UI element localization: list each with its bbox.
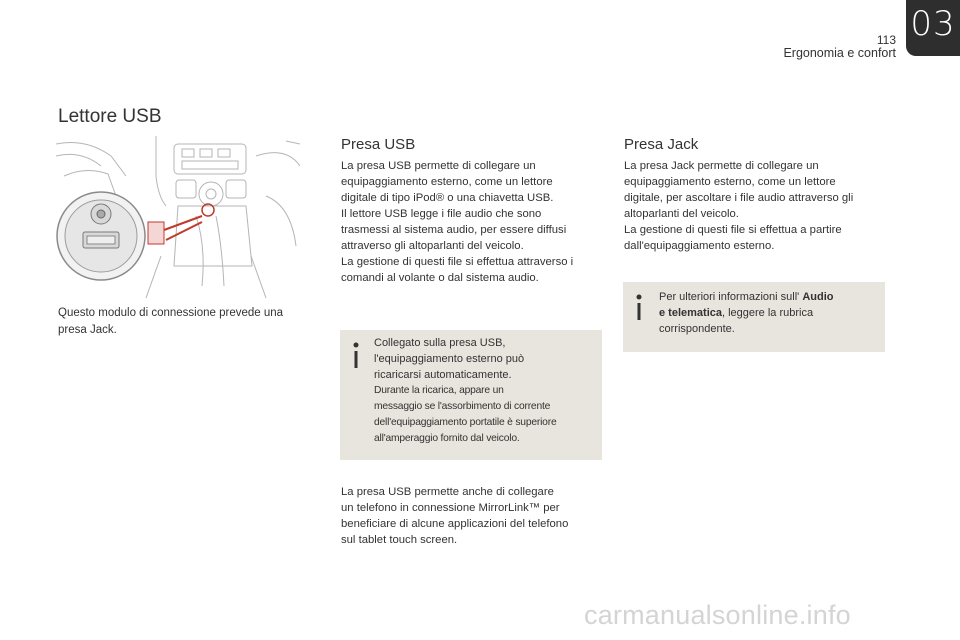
jack-line: altoparlanti del veicolo. (624, 208, 739, 220)
info-line: l'equipaggiamento esterno può (374, 353, 525, 365)
jack-line: La presa Jack permette di collegare un (624, 160, 819, 172)
usb-info-text (374, 335, 596, 447)
usb-info-box (340, 330, 602, 460)
usb-line: equipaggiamento esterno, come un lettore (341, 176, 553, 188)
usb-line: comandi al volante o dal sistema audio. (341, 272, 539, 284)
jack-info-box (623, 282, 885, 352)
usb-socket-illustration (56, 136, 300, 298)
usb-line: un telefono in connessione MirrorLink™ per (341, 502, 560, 514)
usb-line: La gestione di questi file si effettua attraverso i (341, 256, 574, 268)
jack-heading: Presa Jack (624, 136, 699, 153)
usb-paragraph (341, 158, 603, 286)
chapter-number: 03 (910, 4, 956, 44)
jack-line: digitale, per ascoltare i file audio attraverso gli (624, 192, 854, 204)
jack-paragraph (624, 158, 886, 254)
chapter-tab (906, 0, 960, 56)
section-title: Ergonomia e confort (783, 46, 896, 60)
info-suffix: , leggere la rubrica (721, 307, 814, 319)
info-icon (635, 294, 643, 320)
jack-info-text (659, 289, 879, 337)
usb-line: attraverso gli altoparlanti del veicolo. (341, 240, 524, 252)
info-line: Collegato sulla presa USB, (374, 337, 506, 349)
usb-paragraph-2 (341, 484, 603, 548)
info-prefix: Per ulteriori informazioni sull' (659, 291, 803, 303)
usb-line: La presa USB permette anche di collegare (341, 486, 554, 498)
jack-line: La gestione di questi file si effettua a partire (624, 224, 842, 236)
dashboard-illustration (56, 136, 300, 298)
page-title: Lettore USB (58, 106, 162, 127)
info-line: corrispondente. (659, 323, 735, 335)
watermark: carmanualsonline.info (584, 600, 851, 630)
info-icon (352, 342, 360, 368)
usb-line: sul tablet touch screen. (341, 534, 458, 546)
caption-line: presa Jack. (58, 323, 117, 336)
usb-heading: Presa USB (341, 136, 416, 153)
info-line (659, 305, 879, 321)
info-line: ricaricarsi automaticamente. (374, 369, 512, 381)
usb-line: digitale di tipo iPod® o una chiavetta USB. (341, 192, 554, 204)
usb-line: Il lettore USB legge i file audio che sono (341, 208, 542, 220)
info-line: Durante la ricarica, appare un (374, 385, 504, 396)
info-line: dell'equipaggiamento portatile è superiore (374, 417, 557, 428)
jack-line: equipaggiamento esterno, come un lettore (624, 176, 836, 188)
jack-line: dall'equipaggiamento esterno. (624, 240, 775, 252)
usb-line: La presa USB permette di collegare un (341, 160, 536, 172)
info-line: all'amperaggio fornito dal veicolo. (374, 433, 520, 444)
left-caption (58, 305, 308, 338)
usb-line: trasmessi al sistema audio, per essere diffusi (341, 224, 567, 236)
usb-line: beneficiare di alcune applicazioni del telefono (341, 518, 569, 530)
page-number: 113 (876, 33, 896, 47)
caption-line: Questo modulo di connessione prevede una (58, 307, 284, 319)
info-line: messaggio se l'assorbimento di corrente (374, 401, 551, 412)
info-bold-audio: Audio (802, 291, 834, 303)
info-bold-telematica: e telematica (659, 307, 722, 319)
info-line (659, 289, 879, 305)
